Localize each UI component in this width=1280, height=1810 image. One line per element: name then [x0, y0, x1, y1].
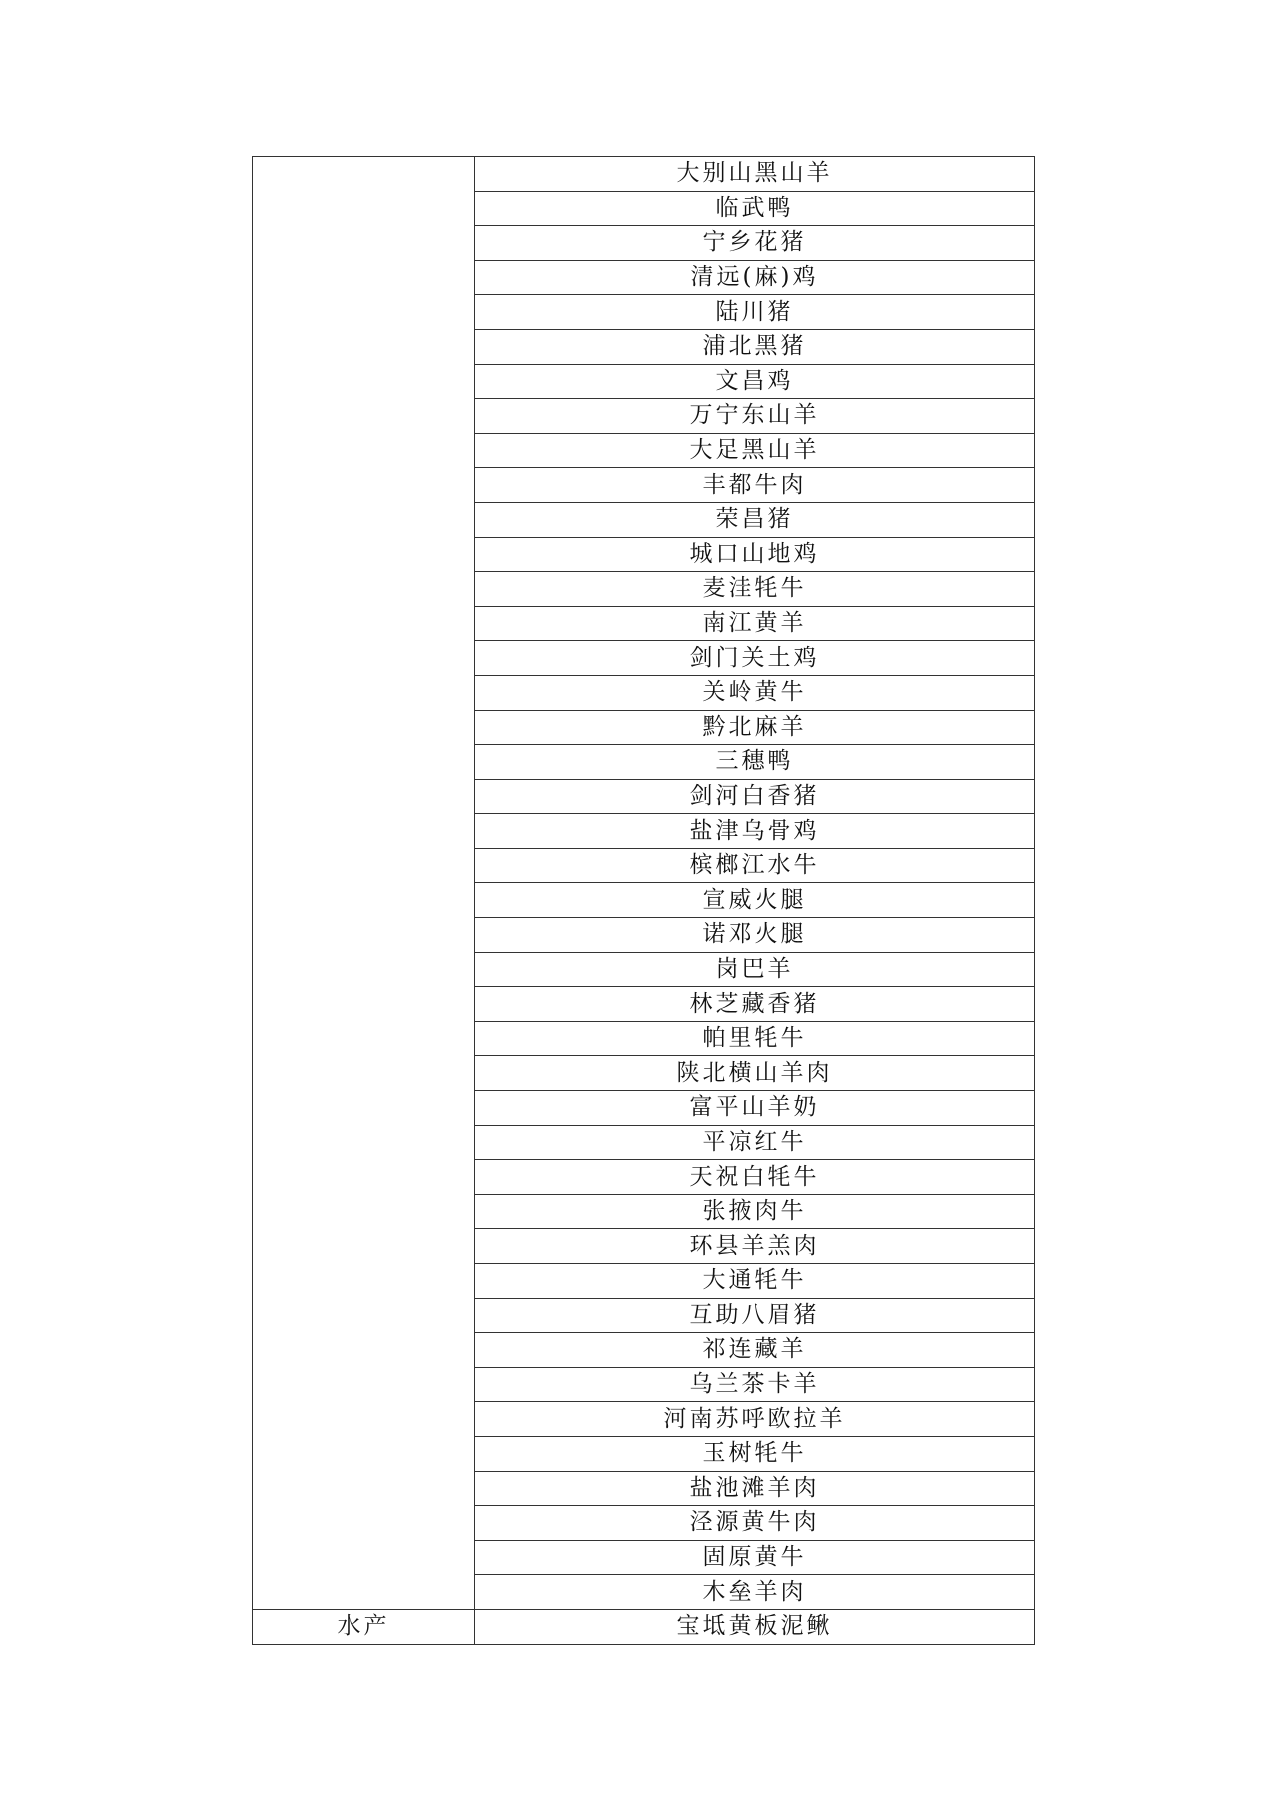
- product-name-cell: 临武鸭: [475, 191, 1035, 226]
- product-name-cell: 黔北麻羊: [475, 710, 1035, 745]
- product-name-cell: 丰都牛肉: [475, 468, 1035, 503]
- product-name-cell: 宣威火腿: [475, 883, 1035, 918]
- category-cell: [253, 157, 475, 1610]
- product-name-cell: 乌兰茶卡羊: [475, 1367, 1035, 1402]
- product-name-cell: 帕里牦牛: [475, 1021, 1035, 1056]
- table-row: [253, 1609, 1035, 1644]
- product-name-cell: 盐池滩羊肉: [475, 1471, 1035, 1506]
- product-name-cell: 大足黑山羊: [475, 433, 1035, 468]
- product-name-cell: 林芝藏香猪: [475, 987, 1035, 1022]
- product-name-cell: 平凉红牛: [475, 1125, 1035, 1160]
- product-name-cell: 城口山地鸡: [475, 537, 1035, 572]
- product-name-cell: 大别山黑山羊: [475, 157, 1035, 192]
- product-name-cell: 固原黄牛: [475, 1540, 1035, 1575]
- product-name-cell: 槟榔江水牛: [475, 848, 1035, 883]
- product-name-cell: 诺邓火腿: [475, 918, 1035, 953]
- product-name-cell: 清远(麻)鸡: [475, 260, 1035, 295]
- product-name-cell: 浦北黑猪: [475, 329, 1035, 364]
- product-name-cell: 宁乡花猪: [475, 226, 1035, 261]
- product-name-cell: 大通牦牛: [475, 1264, 1035, 1299]
- product-name-cell: 关岭黄牛: [475, 675, 1035, 710]
- product-name-cell: 荣昌猪: [475, 502, 1035, 537]
- product-name-cell: 岗巴羊: [475, 952, 1035, 987]
- table-row: [253, 157, 1035, 192]
- product-name-cell: 木垒羊肉: [475, 1575, 1035, 1610]
- product-name-cell: 剑门关土鸡: [475, 641, 1035, 676]
- product-name-cell: 陆川猪: [475, 295, 1035, 330]
- product-name-cell: 泾源黄牛肉: [475, 1506, 1035, 1541]
- product-name-cell: 麦洼牦牛: [475, 572, 1035, 607]
- product-name-cell: 南江黄羊: [475, 606, 1035, 641]
- product-name-cell: 环县羊羔肉: [475, 1229, 1035, 1264]
- product-name-cell: 剑河白香猪: [475, 779, 1035, 814]
- product-name-cell: 祁连藏羊: [475, 1333, 1035, 1368]
- product-name-cell: 玉树牦牛: [475, 1436, 1035, 1471]
- category-cell: 水产: [253, 1609, 475, 1644]
- products-table: [252, 156, 1035, 1645]
- product-name-cell: 陕北横山羊肉: [475, 1056, 1035, 1091]
- product-name-cell: 三穗鸭: [475, 745, 1035, 780]
- product-name-cell: 河南苏呼欧拉羊: [475, 1402, 1035, 1437]
- product-name-cell: 天祝白牦牛: [475, 1160, 1035, 1195]
- table-body: [253, 157, 1035, 1645]
- product-name-cell: 万宁东山羊: [475, 399, 1035, 434]
- product-name-cell: 宝坻黄板泥鳅: [475, 1609, 1035, 1644]
- product-name-cell: 互助八眉猪: [475, 1298, 1035, 1333]
- product-name-cell: 盐津乌骨鸡: [475, 814, 1035, 849]
- product-name-cell: 文昌鸡: [475, 364, 1035, 399]
- product-name-cell: 富平山羊奶: [475, 1091, 1035, 1126]
- product-name-cell: 张掖肉牛: [475, 1194, 1035, 1229]
